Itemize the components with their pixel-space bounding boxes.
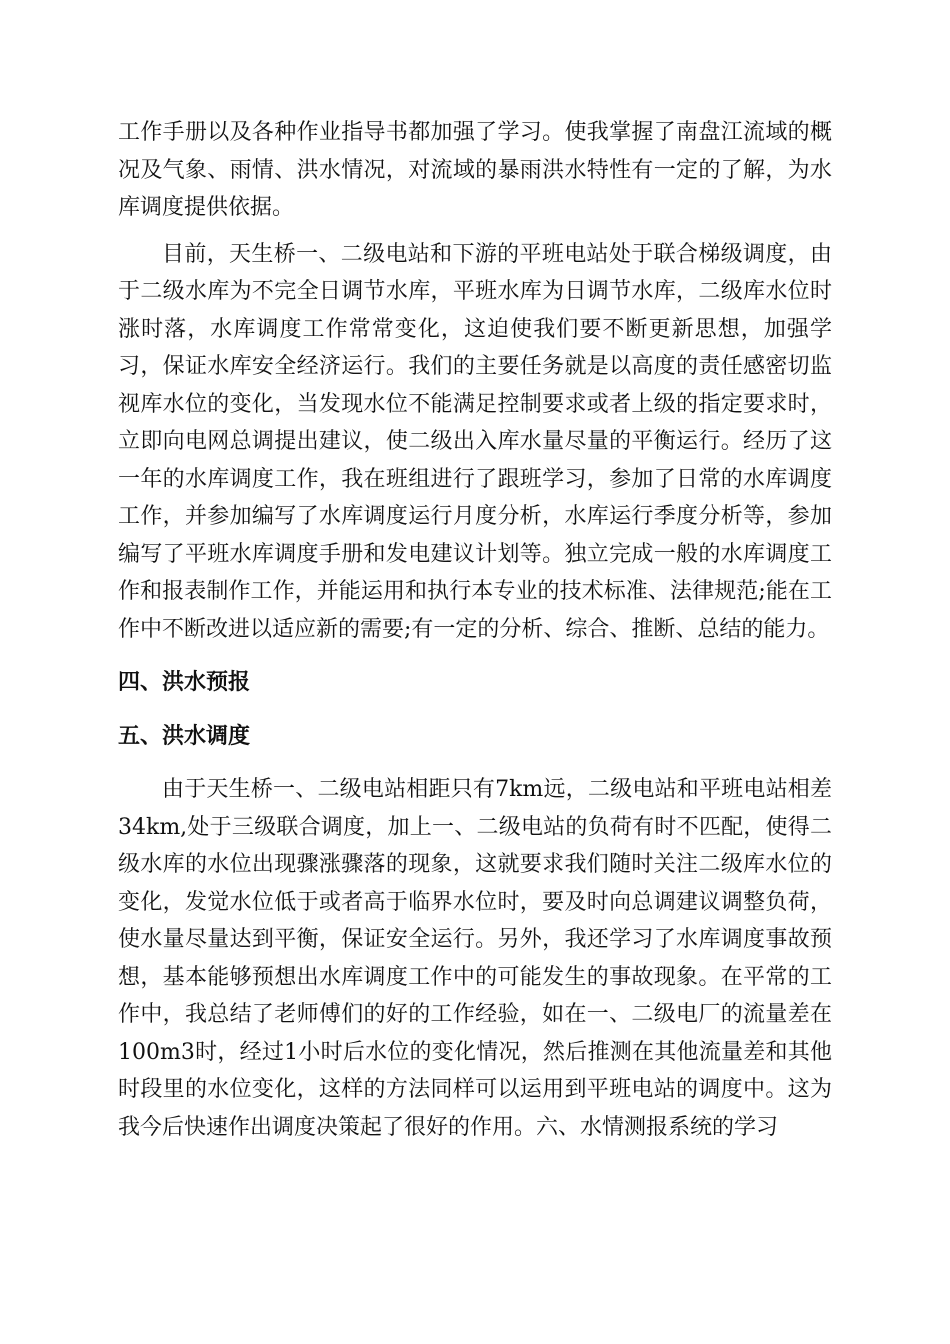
- section-heading-flood-dispatch: 五、洪水调度: [118, 723, 251, 749]
- paragraph-continued: 工作手册以及各种作业指导书都加强了学习。使我掌握了南盘江流域的概况及气象、雨情、洪水情况，对流域的暴雨洪水特性有一定的了解，为水库调度提供依据。: [118, 120, 832, 220]
- paragraph-gap: [118, 755, 832, 771]
- paragraph-reservoir-dispatch: 目前，天生桥一、二级电站和下游的平班电站处于联合梯级调度，由于二级水库为不完全日调节水库，平班水库为日调节水库，二级库水位时涨时落，水库调度工作常常变化，这迫使我们要不断更新思想，加强学习，保证水库安全经济运行。我们的主要任务就是以高度的责任感密切监视库水位的变化，当发现水位不能满足控制要求或者上级的指定要求时，立即向电网总调提出建议，使二级出入库水量尽量的平衡运行。经历了这一年的水库调度工作，我在班组进行了跟班学习，参加了日常的水库调度工作，并参加编写了水库调度运行月度分析，水库运行季度分析等，参加编写了平班水库调度手册和发电建议计划等。独立完成一般的水库调度工作和报表制作工作，并能运用和执行本专业的技术标准、法律规范;能在工作中不断改进以适应新的需要;有一定的分析、综合、推断、总结的能力。: [118, 241, 832, 642]
- section-heading-flood-forecast: 四、洪水预报: [118, 670, 251, 695]
- document-page: [118, 114, 832, 1146]
- paragraph-flood-dispatch: 由于天生桥一、二级电站相距只有7km远，二级电站和平班电站相差34km,处于三级联合调度，加上一、二级电站的负荷有时不匹配，使得二级水库的水位出现骤涨骤落的现象，这就要求我们随时关注二级库水位的变化，发觉水位低于或者高于临界水位时，要及时向总调建议调整负荷，使水量尽量达到平衡，保证安全运行。另外，我还学习了水库调度事故预想，基本能够预想出水库调度工作中的可能发生的事故现象。在平常的工作中，我总结了老师傅们的好的工作经验，如在一、二级电厂的流量差在100m3时，经过1小时后水位的变化情况，然后推测在其他流量差和其他时段里的水位变化，这样的方法同样可以运用到平班电站的调度中。这为我今后快速作出调度决策起了很好的作用。六、水情测报系统的学习: [118, 777, 832, 1140]
- paragraph-gap: [118, 227, 832, 236]
- paragraph-gap: [118, 702, 832, 718]
- paragraph-gap: [118, 648, 832, 664]
